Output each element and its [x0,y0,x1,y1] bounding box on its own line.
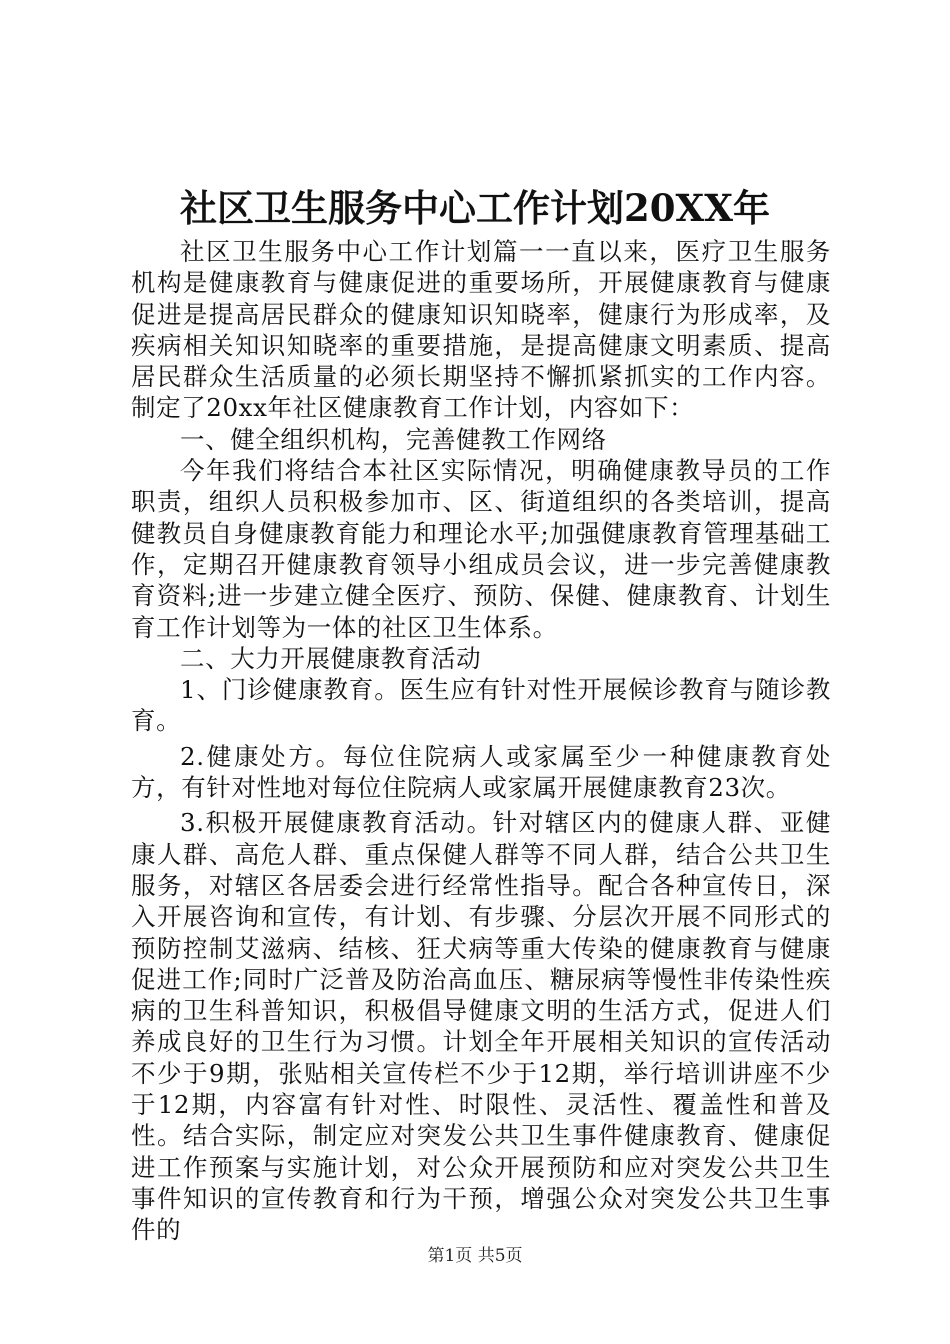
section-heading-1: 一、健全组织机构，完善健教工作网络 [180,424,607,454]
item-2-paragraph: 2.健康处方。每位住院病人或家属至少一种健康教育处方，有针对性地对每位住院病人或家属开展健康教育23次。 [131,741,831,803]
intro-paragraph: 社区卫生服务中心工作计划篇一一直以来，医疗卫生服务机构是健康教育与健康促进的重要场所，开展健康教育与健康促进是提高居民群众的健康知识知晓率，健康行为形成率，及疾病相关知识知晓率的重要措施，是提高健康文明素质、提高居民群众生活质量的必须长期坚持不懈抓紧抓实的工作内容。制定了20xx年社区健康教育工作计划，内容如下： [131,237,831,423]
section-heading-2: 二、大力开展健康教育活动 [180,643,482,673]
document-body [131,236,831,1246]
item-3-paragraph: 3.积极开展健康教育活动。针对辖区内的健康人群、亚健康人群、高危人群、重点保健人群等不同人群，结合公共卫生服务，对辖区各居委会进行经常性指导。配合各种宣传日，深入开展咨询和宣传，有计划、有步骤、分层次开展不同形式的预防控制艾滋病、结核、狂犬病等重大传染的健康教育与健康促进工作;同时广泛普及防治高血压、糖尿病等慢性非传染性疾病的卫生科普知识，积极倡导健康文明的生活方式，促进人们养成良好的卫生行为习惯。计划全年开展相关知识的宣传活动不少于9期，张贴相关宣传栏不少于12期，举行培训讲座不少于12期，内容富有针对性、时限性、灵活性、覆盖性和普及性。结合实际，制定应对突发公共卫生事件健康教育、健康促进工作预案与实施计划，对公众开展预防和应对突发公共卫生事件知识的宣传教育和行为干预，增强公众对突发公共卫生事件的 [131,808,831,1245]
item-1-paragraph: 1、门诊健康教育。医生应有针对性开展候诊教育与随诊教育。 [131,675,831,736]
page-footer: 第1页 共5页 [427,1246,523,1266]
section-1-paragraph: 今年我们将结合本社区实际情况，明确健康教导员的工作职责，组织人员积极参加市、区、街道组织的各类培训，提高健教员自身健康教育能力和理论水平;加强健康教育管理基础工作，定期召开健康教育领导小组成员会议，进一步完善健康教育资料;进一步建立健全医疗、预防、保健、健康教育、计划生育工作计划等为一体的社区卫生体系。 [131,456,831,642]
document-title: 社区卫生服务中心工作计划20XX年 [180,186,770,230]
